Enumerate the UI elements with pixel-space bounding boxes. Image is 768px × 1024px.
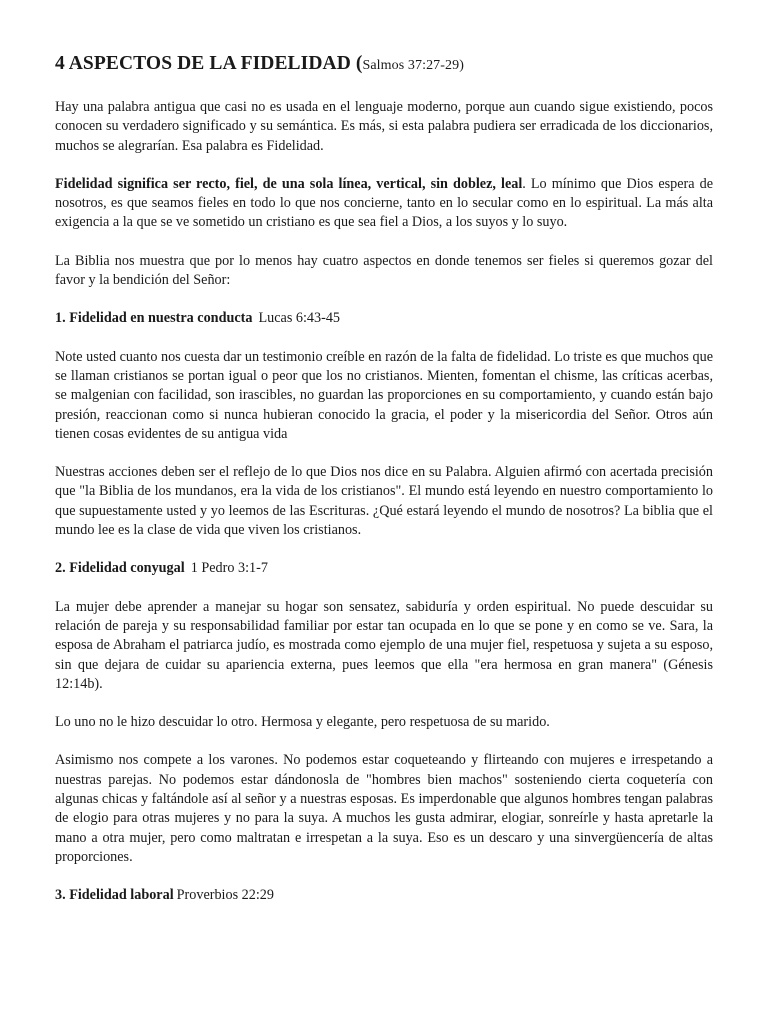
conducta-paragraph-2: Nuestras acciones deben ser el reflejo de lo que Dios nos dice en su Palabra. Alguien afirmó con acertada precisión que "la Biblia de los mundanos, era la vida de los cristianos". El mundo está leyendo en nuestro comportamiento lo que supuestamente usted y yo leemos de las Escrituras. ¿Qué estará leyendo el mundo de nosotros? La biblia que el mundo lee es la clase de vida que viven los cristianos. [55, 464, 713, 539]
section-heading-conducta [55, 309, 713, 328]
section-heading-conyugal [55, 559, 713, 578]
document-page [55, 52, 713, 925]
section-heading-label: 3. Fidelidad laboral [55, 887, 174, 904]
section-heading-label: 2. Fidelidad conyugal [55, 560, 185, 577]
section-heading-label: 1. Fidelidad en nuestra conducta [55, 310, 253, 327]
definition-paragraph [55, 175, 713, 233]
section-heading-reference: Lucas 6:43-45 [258, 310, 341, 327]
conyugal-paragraph-2: Lo uno no le hizo descuidar lo otro. Hermosa y elegante, pero respetuosa de su marido. [55, 714, 550, 731]
document-title [55, 52, 713, 78]
definition-bold-text: Fidelidad significa ser recto, fiel, de una sola línea, vertical, sin doblez, leal [55, 175, 523, 192]
section-heading-laboral [55, 886, 713, 905]
conducta-paragraph-1: Note usted cuanto nos cuesta dar un testimonio creíble en razón de la falta de fidelidad. Lo triste es que muchos que se llaman cristianos se portan igual o peor que los no cristianos. Mienten, fomentan el chisme, las críticas acerbas, se malgenian con facilidad, son irascibles, no guardan las proporciones en su comportamiento, y cuando están bajo presión, reaccionan como si nunca hubieran conocido la gracia, el poder y la misericordia del Señor. Otros aún tienen cosas evidentes de su antigua vida [55, 348, 713, 442]
section-heading-reference: Proverbios 22:29 [176, 887, 274, 904]
definition-rest-text: . Lo mínimo que Dios espera de nosotros, es que seamos fieles en todo lo que nos concierne, tanto en lo secular como en lo espiritual. La más alta exigencia a la que se ve sometido un cristiano es que sea fiel a Dios, a los suyos y lo suyo. [55, 175, 713, 231]
conyugal-paragraph-1: La mujer debe aprender a manejar su hogar son sensatez, sabiduría y orden espiritual. No puede descuidar su relación de pareja y su responsabilidad familiar por estar tan ocupada en lo que se pone y en como se ve. Sara, la esposa de Abraham el patriarca judío, es mostrada como ejemplo de una mujer fiel, respetuosa y sujeta a su esposo, sin que dejara de cuidar su apariencia externa, pues leemos que ella "era hermosa en gran manera" (Génesis 12:14b). [55, 598, 713, 692]
intro-paragraph: Hay una palabra antigua que casi no es usada en el lenguaje moderno, porque aun cuando sigue existiendo, pocos conocen su verdadero significado y su semántica. Es más, si esta palabra pudiera ser erradicada de los diccionarios, muchos se alegrarían. Esa palabra es Fidelidad. [55, 99, 713, 154]
title-main: 4 ASPECTOS DE LA FIDELIDAD ( [55, 53, 363, 74]
title-scripture-reference: Salmos 37:27-29) [362, 58, 465, 73]
section-heading-reference: 1 Pedro 3:1-7 [190, 560, 268, 577]
conyugal-paragraph-3: Asimismo nos compete a los varones. No podemos estar coqueteando y flirteando con mujeres e irrespetando a nuestras parejas. No podemos estar dándonosla de "hombres bien machos" sosteniendo cierta coquetería con algunas chicas y faltándole así al señor y a nuestras esposas. Es imperdonable que algunos hombres tengan palabras de elogio para otras mujeres y no para la suya. A muchos les gusta admirar, elogiar, sonreírle y hasta apretarle la mano a otra mujer, pero como maltratan e irrespetan a la suya. Eso es un descaro y una sinvergüencería de altas proporciones. [55, 752, 713, 865]
aspects-intro-paragraph: La Biblia nos muestra que por lo menos hay cuatro aspectos en donde tenemos ser fieles si queremos gozar del favor y la bendición del Señor: [55, 252, 713, 289]
